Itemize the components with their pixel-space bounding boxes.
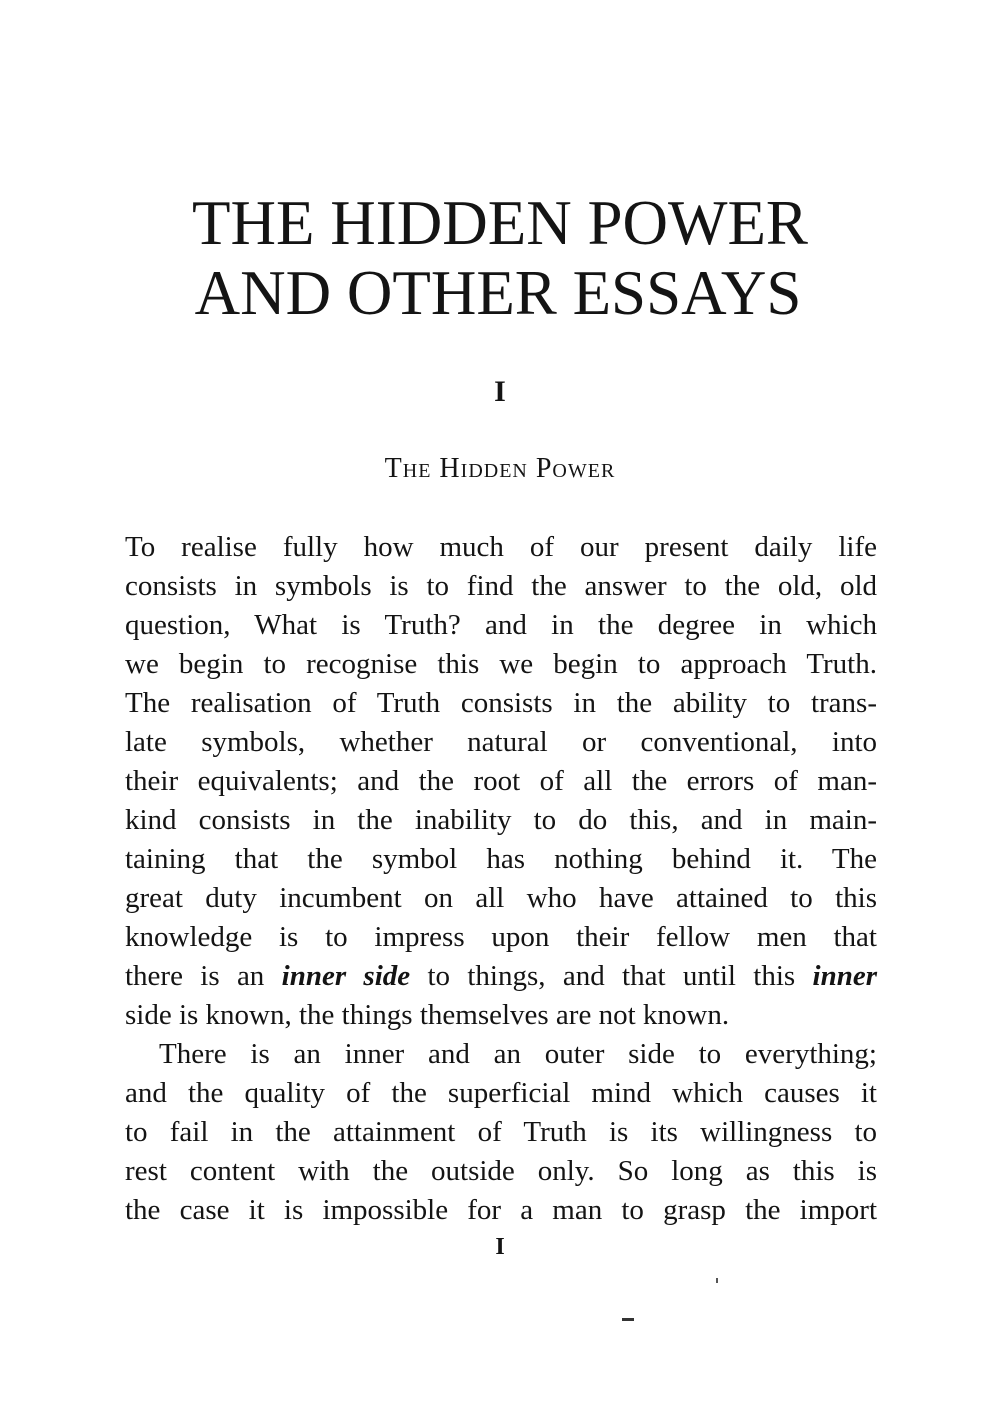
- paragraph-2: [125, 1035, 877, 1230]
- text-line: rest content with the outside only. So long as this is: [125, 1155, 877, 1187]
- book-title: [0, 188, 1000, 328]
- text-line: question, What is Truth? and in the degree in which: [125, 609, 877, 641]
- text-line: their equivalents; and the root of all the errors of man-: [125, 765, 877, 797]
- text-line: and the quality of the superficial mind which causes it: [125, 1077, 877, 1109]
- chapter-number: I: [494, 375, 506, 408]
- scan-speck: [622, 1318, 634, 1321]
- text-line: the case it is impossible for a man to grasp the import: [125, 1194, 877, 1226]
- text-line: To realise fully how much of our present daily life: [125, 531, 877, 563]
- text-line: taining that the symbol has nothing behind it. The: [125, 843, 877, 875]
- page-number: I: [495, 1234, 505, 1260]
- text-segment: to things, and that until this: [410, 960, 813, 992]
- text-line-with-emphasis: [125, 957, 877, 996]
- book-title-line-1: THE HIDDEN POWER: [192, 188, 808, 258]
- text-line: to fail in the attainment of Truth is its willingness to: [125, 1116, 877, 1148]
- scan-speck: [716, 1278, 718, 1283]
- emphasis-inner: inner: [812, 960, 878, 992]
- paragraph-1: [125, 528, 877, 1035]
- text-line: kind consists in the inability to do this, and in main-: [125, 804, 877, 836]
- text-line: great duty incumbent on all who have attained to this: [125, 882, 877, 914]
- text-segment: there is an: [125, 960, 282, 992]
- text-line: The realisation of Truth consists in the ability to trans-: [125, 687, 877, 719]
- text-line: consists in symbols is to find the answer to the old, old: [125, 570, 877, 602]
- body-text: [125, 528, 877, 1230]
- emphasis-inner-side: inner side: [281, 960, 411, 992]
- chapter-title: The Hidden Power: [384, 453, 616, 484]
- text-line: late symbols, whether natural or conventional, into: [125, 726, 877, 758]
- text-line: knowledge is to impress upon their fellow men that: [125, 921, 877, 953]
- text-line: There is an inner and an outer side to everything;: [159, 1038, 877, 1070]
- text-line: we begin to recognise this we begin to approach Truth.: [125, 648, 877, 680]
- book-title-line-2: AND OTHER ESSAYS: [194, 258, 802, 328]
- text-line: side is known, the things themselves are not known.: [125, 999, 730, 1031]
